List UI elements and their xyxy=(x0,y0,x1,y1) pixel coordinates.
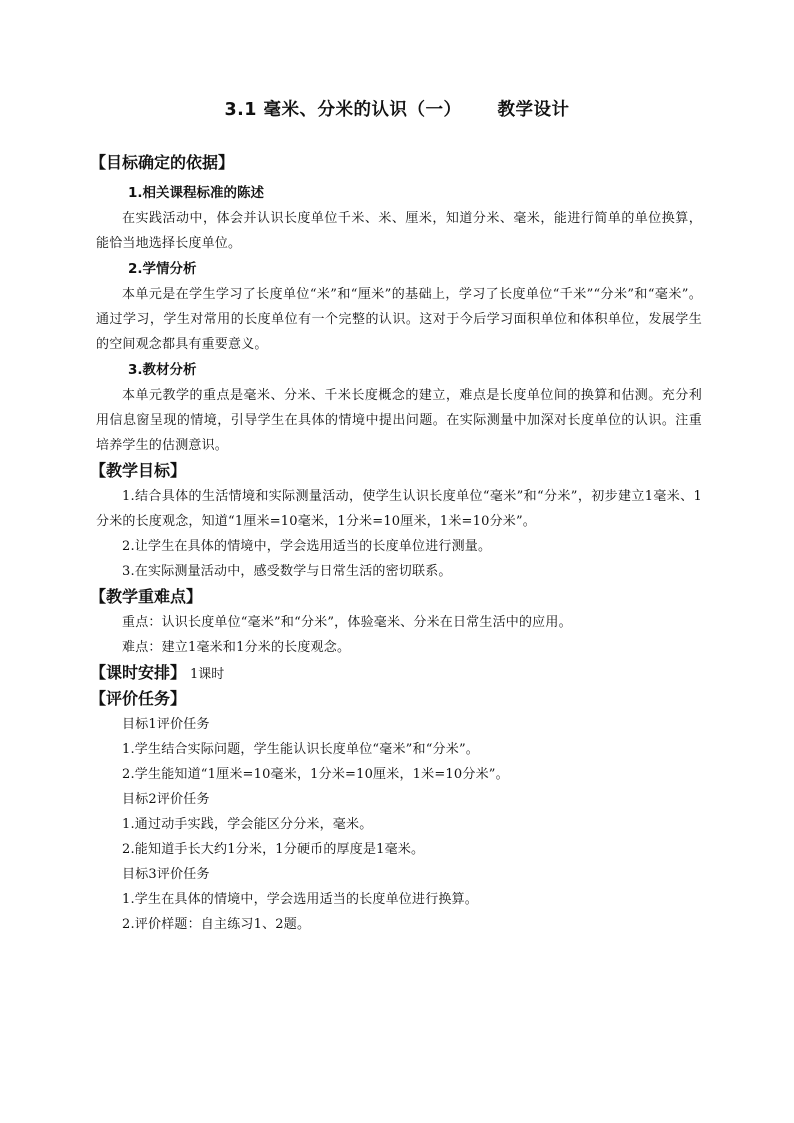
objective-3: 3.在实际测量活动中，感受数学与日常生活的密切联系。 xyxy=(122,564,452,579)
subheading-students: 2.学情分析 xyxy=(128,261,197,277)
key-point: 重点：认识长度单位“毫米”和“分米”，体验毫米、分米在日常生活中的应用。 xyxy=(122,615,572,630)
evaluation-goal-2-item-1: 1.通过动手实践，学会能区分分米，毫米。 xyxy=(122,817,373,832)
section-heading-basis: 【目标确定的依据】 xyxy=(90,153,235,172)
evaluation-goal-3-item-1: 1.学生在具体的情境中，学会选用适当的长度单位进行换算。 xyxy=(122,892,479,907)
paragraph-students: 本单元是在学生学习了长度单位“米”和“厘米”的基础上，学习了长度单位“千米”“分米”和“毫米”。通过学习，学生对常用的长度单位有一个完整的认识。这对于今后学习面积单位和体积单位，发展学生的空间观念都具有重要意义。 xyxy=(96,287,702,352)
paragraph-curriculum: 在实践活动中，体会并认识长度单位千米、米、厘米，知道分米、毫米，能进行简单的单位换算，能恰当地选择长度单位。 xyxy=(96,211,702,251)
schedule-value: 1课时 xyxy=(190,667,225,682)
section-heading-schedule xyxy=(90,660,702,686)
title-sub: 教学设计 xyxy=(497,100,570,120)
document-body xyxy=(90,150,702,937)
evaluation-goal-1-item-2: 2.学生能知道“1厘米=10毫米，1分米=10厘米，1米=10分米”。 xyxy=(122,767,509,782)
evaluation-goal-3-item-2: 2.评价样题：自主练习1、2题。 xyxy=(122,917,311,932)
section-heading-objectives: 【教学目标】 xyxy=(90,461,187,480)
paragraph-textbook: 本单元教学的重点是毫米、分米、千米长度概念的建立，难点是长度单位间的换算和估测。充分利用信息窗呈现的情境，引导学生在具体的情境中提出问题。在实际测量中加深对长度单位的认识。注重培养学生的估测意识。 xyxy=(96,388,702,453)
subheading-textbook: 3.教材分析 xyxy=(128,362,197,378)
difficult-point: 难点：建立1毫米和1分米的长度观念。 xyxy=(122,640,351,655)
subheading-curriculum: 1.相关课程标准的陈述 xyxy=(128,185,265,201)
section-heading-evaluation: 【评价任务】 xyxy=(90,689,187,708)
evaluation-goal-1: 目标1评价任务 xyxy=(122,717,210,732)
section-heading-key-points: 【教学重难点】 xyxy=(90,587,203,606)
title-main: 3.1 毫米、分米的认识（一） xyxy=(224,100,462,120)
evaluation-goal-2-item-2: 2.能知道手长大约1分米，1分硬币的厚度是1毫米。 xyxy=(122,842,425,857)
evaluation-goal-1-item-1: 1.学生结合实际问题，学生能认识长度单位“毫米”和“分米”。 xyxy=(122,742,479,757)
page-title xyxy=(0,96,794,121)
objective-2: 2.让学生在具体的情境中，学会选用适当的长度单位进行测量。 xyxy=(122,539,492,554)
evaluation-goal-2: 目标2评价任务 xyxy=(122,792,210,807)
schedule-heading-text: 【课时安排】 xyxy=(90,663,187,682)
evaluation-goal-3: 目标3评价任务 xyxy=(122,867,210,882)
objective-1: 1.结合具体的生活情境和实际测量活动，使学生认识长度单位“毫米”和“分米”，初步建立1毫米、1分米的长度观念，知道“1厘米=10毫米，1分米=10厘米，1米=10分米”。 xyxy=(96,489,702,529)
